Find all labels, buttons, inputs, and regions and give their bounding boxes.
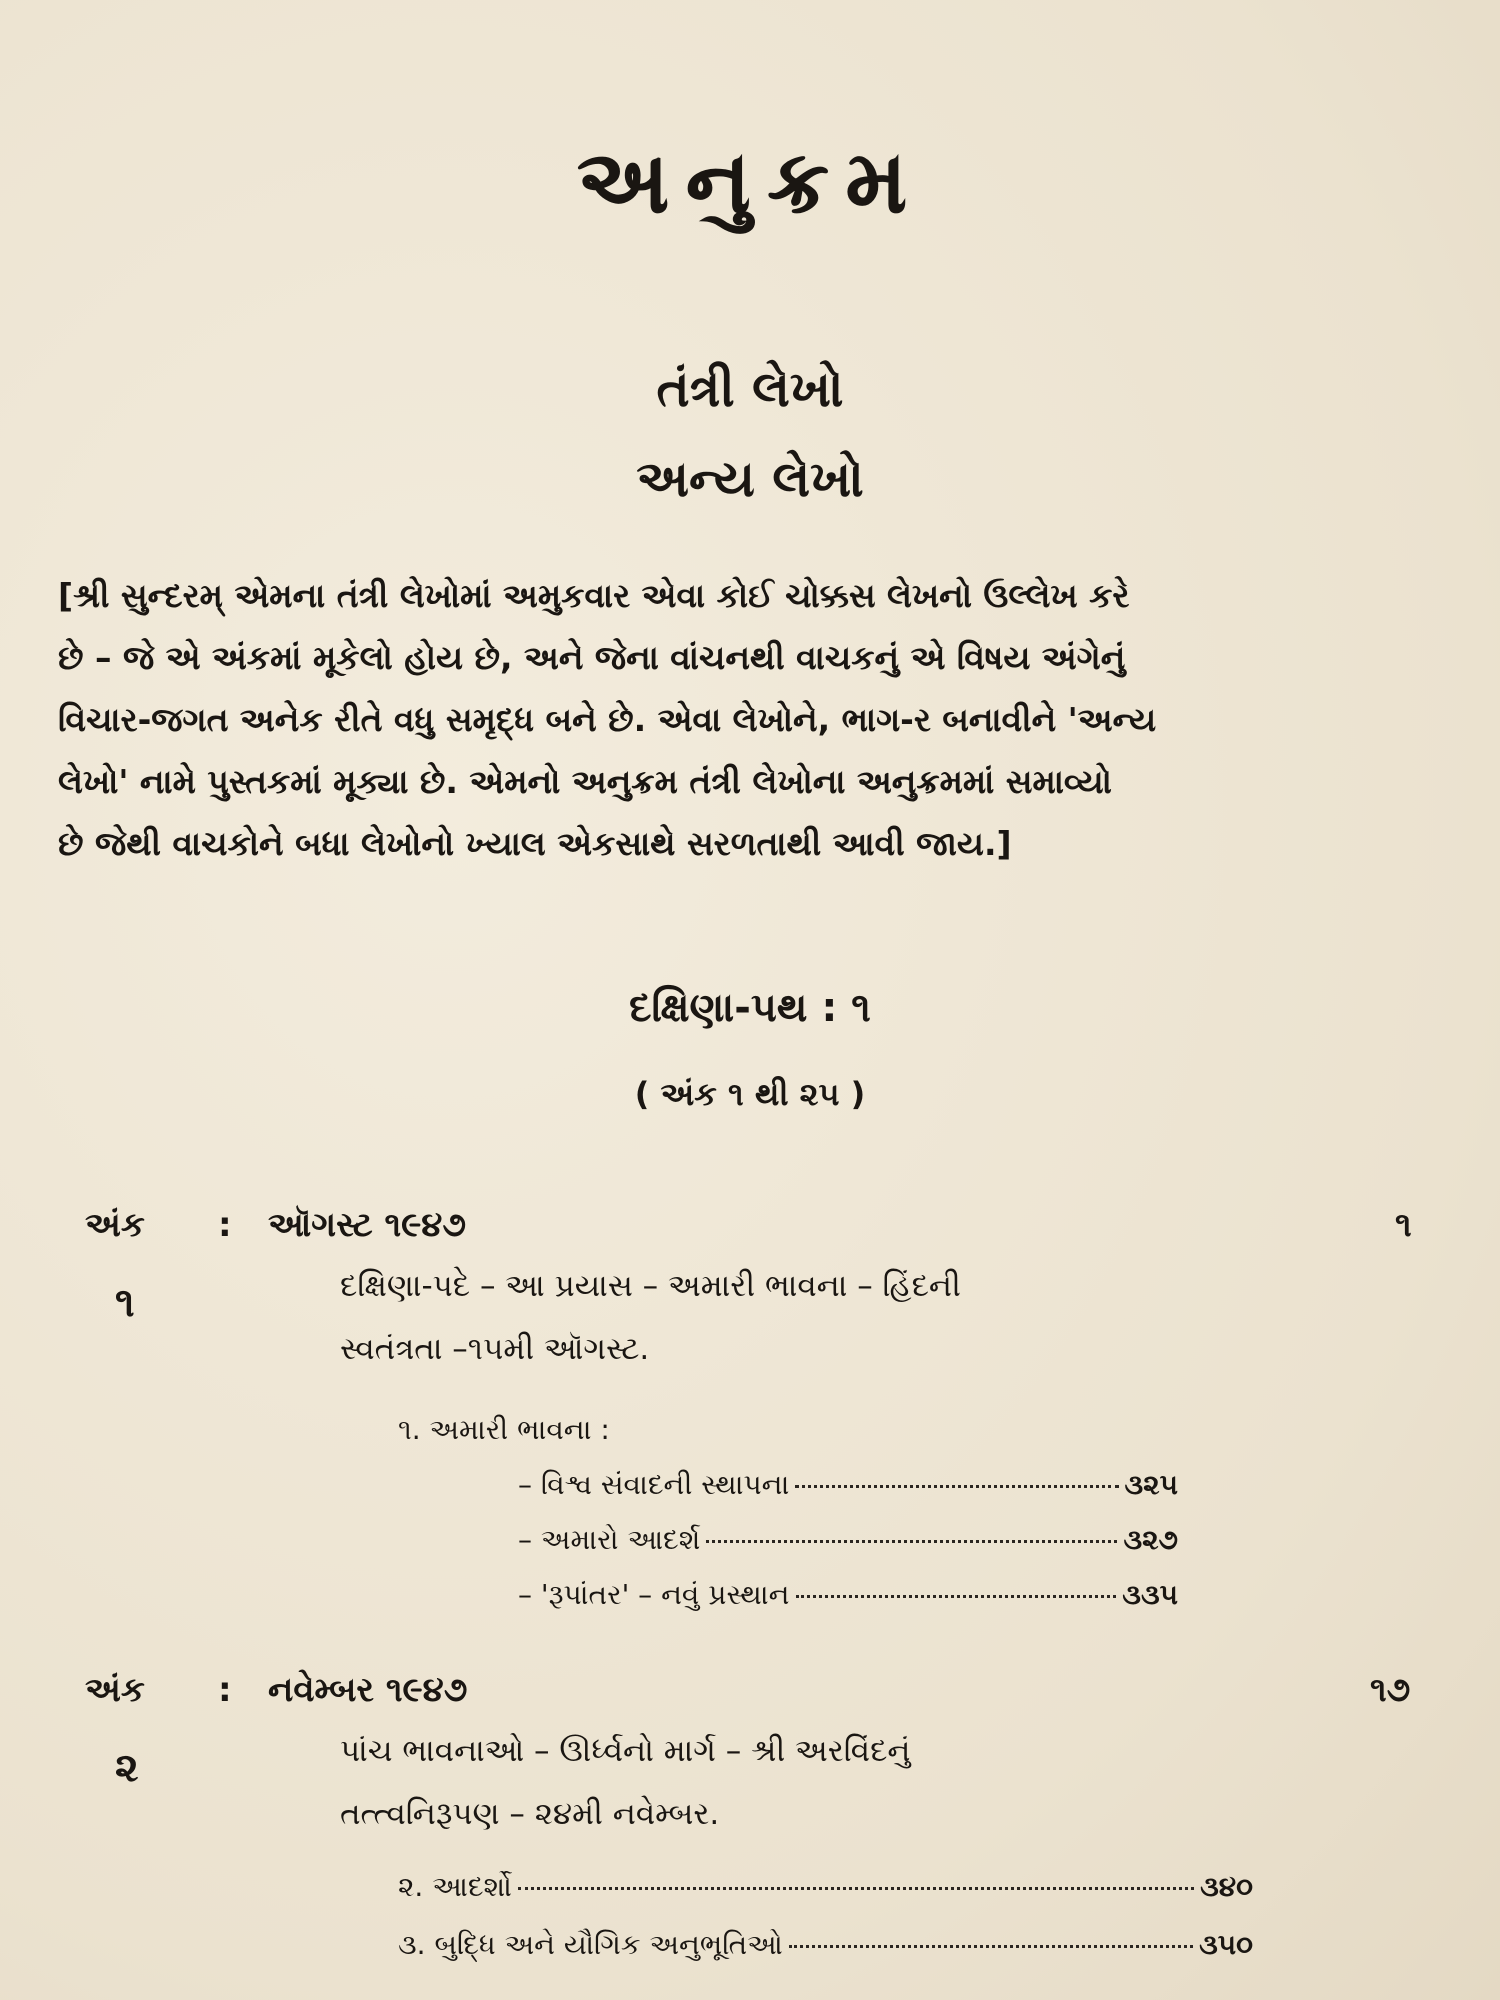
toc-entry-page: ૩૨૫ [1124, 1468, 1178, 1501]
issue-number: ૨ [115, 1745, 139, 1791]
issue-date: નવેમ્બર ૧૯૪૭ [268, 1670, 468, 1710]
section-title: દક્ષિણા-પથ : ૧ [629, 985, 871, 1031]
intro-line: લેખો' નામે પુસ્તકમાં મૂક્યા છે. એમનો અનુક્રમ તંત્રી લેખોના અનુક્રમમાં સમાવ્યો [58, 762, 1112, 801]
toc-entry [518, 1523, 1178, 1557]
intro-line: છે – જે એ અંકમાં મૂકેલો હોય છે, અને જેના વાંચનથી વાચકનું એ વિષય અંગેનું [58, 638, 1126, 677]
issue-summary-line: દક્ષિણા-પદે – આ પ્રયાસ – અમારી ભાવના – હિંદની [340, 1268, 961, 1304]
toc-entry [398, 1928, 1253, 1962]
toc-entry [398, 1870, 1253, 1904]
toc-entry-title: – વિશ્વ સંવાદની સ્થાપના [518, 1468, 790, 1501]
issue-summary-line: તત્ત્વનિરૂપણ – ૨૪મી નવેમ્બર. [340, 1796, 720, 1832]
dot-leader [796, 1595, 1117, 1598]
issue-colon: : [218, 1205, 232, 1245]
toc-entry-page: ૩૫૦ [1199, 1928, 1253, 1961]
section-range: ( અંક ૧ થી ૨૫ ) [634, 1075, 866, 1113]
dot-leader [789, 1945, 1193, 1948]
issue-colon: : [218, 1670, 232, 1710]
dot-leader [518, 1887, 1194, 1890]
toc-entry-title: – 'રૂપાંતર' – નવું પ્રસ્થાન [518, 1578, 790, 1611]
intro-note [58, 565, 1448, 875]
issue-label: અંક [85, 1205, 145, 1245]
toc-entry-title: ૨. આદર્શો [398, 1870, 512, 1903]
toc-entry [518, 1578, 1178, 1612]
issue-date: ઑગસ્ટ ૧૯૪૭ [268, 1205, 467, 1245]
page-title: અનુક્રમ [576, 130, 924, 233]
toc-entry [518, 1468, 1178, 1502]
intro-line: છે જેથી વાચકોને બધા લેખોનો ખ્યાલ એકસાથે સરળતાથી આવી જાય.] [58, 824, 1012, 863]
toc-entry-title: – અમારો આદર્શ [518, 1523, 701, 1556]
issue-summary-line: સ્વતંત્રતા –૧૫મી ઑગસ્ટ. [340, 1331, 650, 1367]
sub-heading: ૧. અમારી ભાવના : [398, 1413, 610, 1446]
toc-entry-page: ૩૨૭ [1123, 1523, 1178, 1556]
heading-other-articles: અન્ય લેખો [636, 450, 864, 508]
issue-label: અંક [85, 1670, 145, 1710]
toc-entry-page: ૩૪૦ [1200, 1870, 1253, 1903]
issue-number: ૧ [115, 1280, 135, 1326]
dot-leader [706, 1540, 1117, 1543]
toc-entry-page: ૩૩૫ [1122, 1578, 1178, 1611]
heading-editorials: તંત્રી લેખો [656, 360, 844, 418]
intro-line: વિચાર-જગત અનેક રીતે વધુ સમૃદ્ધ બને છે. એવા લેખોને, ભાગ-ર બનાવીને 'અન્ય [58, 700, 1157, 739]
intro-line: [શ્રી સુન્દરમ્ એમના તંત્રી લેખોમાં અમુકવાર એવા કોઈ ચોક્કસ લેખનો ઉલ્લેખ કરે [58, 576, 1130, 615]
dot-leader [795, 1485, 1118, 1488]
issue-summary-line: પાંચ ભાવનાઓ – ઊર્ધ્વનો માર્ગ – શ્રી અરવિંદનું [340, 1733, 911, 1769]
issue-start-page: ૧૭ [1370, 1670, 1411, 1710]
issue-start-page: ૧ [1395, 1205, 1412, 1245]
toc-entry-title: ૩. બુદ્ધિ અને યૌગિક અનુભૂતિઓ [398, 1928, 783, 1961]
